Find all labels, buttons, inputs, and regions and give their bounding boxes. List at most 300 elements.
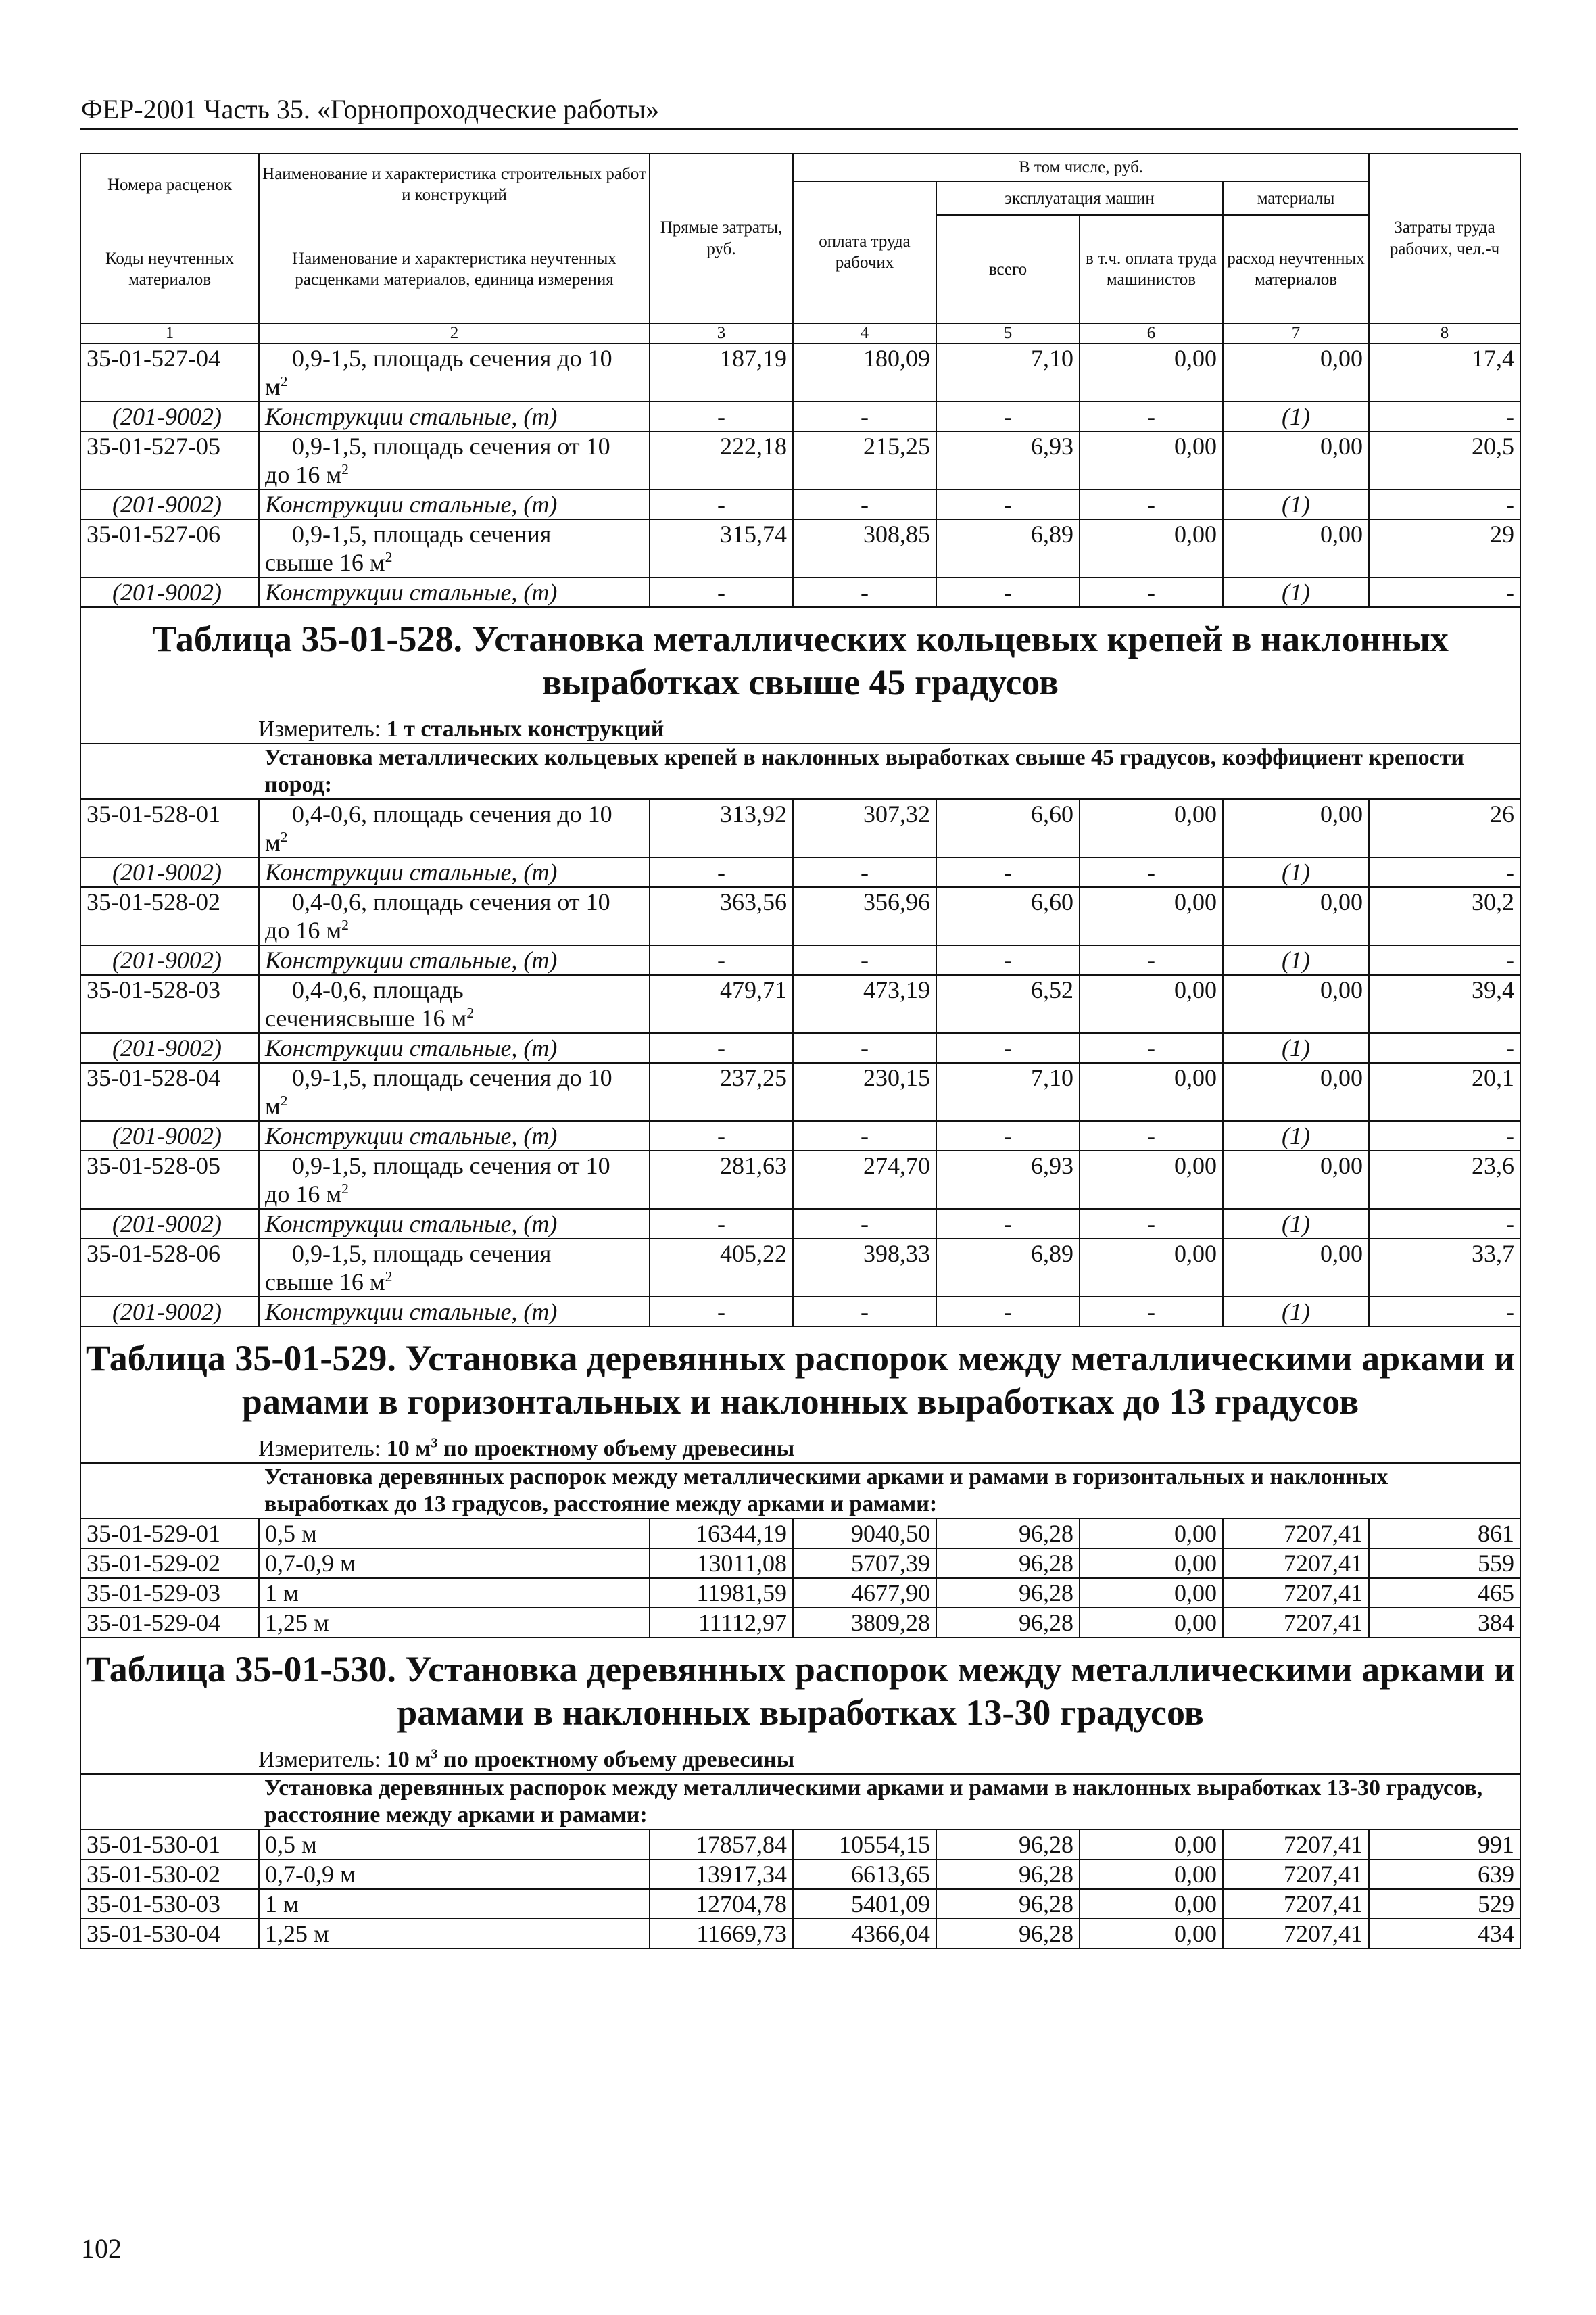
machines-total: 96,28 — [936, 1889, 1080, 1919]
superscript: 2 — [385, 1268, 393, 1285]
col-machines-total: всего — [936, 215, 1080, 323]
material-code: (201-9002) — [80, 857, 259, 887]
materials-amount: 0,00 — [1223, 431, 1369, 490]
machines-total: - — [936, 490, 1080, 519]
description-line: 0,9-1,5, площадь сечения — [292, 1240, 552, 1268]
table-title-row — [80, 1327, 1520, 1425]
work-description: 1,25 м — [259, 1919, 650, 1949]
direct-cost: 363,56 — [650, 887, 793, 945]
labor-pay: 356,96 — [793, 887, 936, 945]
material-description: Конструкции стальные, (т) — [259, 945, 650, 975]
labor-hours: - — [1369, 490, 1520, 519]
labor-hours: 26 — [1369, 799, 1520, 857]
rate-code: 35-01-529-03 — [80, 1578, 259, 1608]
machines-pay: - — [1080, 577, 1223, 607]
table-row — [80, 1889, 1520, 1919]
machines-pay: 0,00 — [1080, 1889, 1223, 1919]
description-line-2: до 16 м — [265, 917, 342, 945]
machines-pay: 0,00 — [1080, 1519, 1223, 1548]
meter-label: Измеритель: — [258, 717, 381, 742]
machines-pay: - — [1080, 945, 1223, 975]
table-row — [80, 1151, 1520, 1209]
work-description — [259, 519, 650, 577]
machines-pay: 0,00 — [1080, 1578, 1223, 1608]
col-name-top: Наименование и характеристика строительных работ и конструкций — [259, 153, 650, 215]
description-line: 0,4-0,6, площадь — [292, 976, 464, 1004]
superscript: 2 — [341, 917, 349, 934]
description-line: 0,4-0,6, площадь сечения до 10 — [292, 801, 612, 828]
column-number: 3 — [650, 323, 793, 343]
direct-cost: 12704,78 — [650, 1889, 793, 1919]
labor-hours: - — [1369, 1297, 1520, 1327]
machines-pay: - — [1080, 1121, 1223, 1151]
machines-total: 96,28 — [936, 1919, 1080, 1949]
materials-amount: 0,00 — [1223, 887, 1369, 945]
work-description — [259, 1063, 650, 1121]
materials-amount: 0,00 — [1223, 975, 1369, 1033]
material-row — [80, 1033, 1520, 1063]
meter-value: 1 т стальных конструкций — [386, 717, 664, 742]
labor-pay: 180,09 — [793, 343, 936, 402]
machines-total: 6,89 — [936, 1239, 1080, 1297]
labor-pay: 215,25 — [793, 431, 936, 490]
work-description: 1 м — [259, 1578, 650, 1608]
machines-total: 6,60 — [936, 799, 1080, 857]
direct-cost: - — [650, 1209, 793, 1239]
work-description — [259, 1239, 650, 1297]
material-row — [80, 945, 1520, 975]
material-description: Конструкции стальные, (т) — [259, 402, 650, 431]
labor-hours: 529 — [1369, 1889, 1520, 1919]
description-line: 0,9-1,5, площадь сечения — [292, 521, 552, 548]
machines-pay: - — [1080, 1033, 1223, 1063]
material-row — [80, 402, 1520, 431]
labor-hours: 861 — [1369, 1519, 1520, 1548]
machines-total: 96,28 — [936, 1578, 1080, 1608]
materials-amount: 7207,41 — [1223, 1919, 1369, 1949]
labor-pay: - — [793, 857, 936, 887]
main-table — [80, 153, 1520, 1949]
machines-total: 6,93 — [936, 431, 1080, 490]
machines-pay: 0,00 — [1080, 1548, 1223, 1578]
direct-cost: 187,19 — [650, 343, 793, 402]
machines-pay: 0,00 — [1080, 887, 1223, 945]
rate-code: 35-01-528-06 — [80, 1239, 259, 1297]
labor-pay: - — [793, 490, 936, 519]
col-direct: Прямые затраты, руб. — [650, 153, 793, 323]
header-row-1 — [80, 153, 1520, 181]
labor-hours: 20,1 — [1369, 1063, 1520, 1121]
rate-code: 35-01-528-05 — [80, 1151, 259, 1209]
materials-amount: 0,00 — [1223, 1239, 1369, 1297]
description-line-2: свыше 16 м — [265, 1268, 385, 1296]
machines-total: - — [936, 857, 1080, 887]
material-row — [80, 1297, 1520, 1327]
materials-amount: (1) — [1223, 402, 1369, 431]
direct-cost: - — [650, 577, 793, 607]
column-number: 2 — [259, 323, 650, 343]
table-row — [80, 1578, 1520, 1608]
labor-pay: - — [793, 1121, 936, 1151]
machines-pay: - — [1080, 857, 1223, 887]
labor-hours: 30,2 — [1369, 887, 1520, 945]
labor-pay: 5401,09 — [793, 1889, 936, 1919]
direct-cost: - — [650, 945, 793, 975]
materials-amount: 7207,41 — [1223, 1830, 1369, 1859]
meter-value-a: 10 м — [386, 1436, 431, 1462]
material-description: Конструкции стальные, (т) — [259, 1033, 650, 1063]
material-description: Конструкции стальные, (т) — [259, 1297, 650, 1327]
superscript: 2 — [341, 461, 349, 478]
labor-pay: - — [793, 402, 936, 431]
materials-amount: (1) — [1223, 1297, 1369, 1327]
machines-pay: 0,00 — [1080, 431, 1223, 490]
labor-pay: 230,15 — [793, 1063, 936, 1121]
labor-hours: 20,5 — [1369, 431, 1520, 490]
labor-hours: - — [1369, 1209, 1520, 1239]
labor-hours: 33,7 — [1369, 1239, 1520, 1297]
col-labor-pay: оплата труда рабочих — [793, 181, 936, 323]
table-row — [80, 799, 1520, 857]
col-name-bottom: Наименование и характеристика неучтенных расценками материалов, единица измерения — [259, 215, 650, 323]
column-number: 6 — [1080, 323, 1223, 343]
description-line: 0,9-1,5, площадь сечения от 10 — [292, 1152, 610, 1180]
table-title: Таблица 35-01-528. Установка металлических кольцевых крепей в наклонных выработках свыше 45 градусов — [80, 607, 1520, 705]
superscript: 2 — [466, 1005, 475, 1022]
col-machines: эксплуатация машин — [936, 181, 1223, 215]
direct-cost: - — [650, 857, 793, 887]
materials-amount: 7207,41 — [1223, 1548, 1369, 1578]
table-row — [80, 1608, 1520, 1638]
group-spacer — [80, 744, 259, 799]
machines-pay: 0,00 — [1080, 1608, 1223, 1638]
col-incl: В том числе, руб. — [793, 153, 1369, 181]
work-description: 0,7-0,9 м — [259, 1859, 650, 1889]
material-row — [80, 490, 1520, 519]
group-heading: Установка деревянных распорок между металлическими арками и рамами в наклонных выработках 13-30 градусов, расстояние между арками и рамами: — [259, 1774, 1520, 1830]
superscript: 2 — [280, 829, 288, 846]
meter-value-a: 10 м — [386, 1747, 431, 1773]
group-spacer — [80, 1774, 259, 1830]
work-description: 0,7-0,9 м — [259, 1548, 650, 1578]
material-row — [80, 857, 1520, 887]
col-code-top: Номера расценок — [80, 153, 259, 215]
meter-value-b: по проектному объему древесины — [437, 1436, 795, 1462]
table-row — [80, 519, 1520, 577]
direct-cost: - — [650, 402, 793, 431]
materials-amount: 0,00 — [1223, 519, 1369, 577]
labor-pay: 398,33 — [793, 1239, 936, 1297]
direct-cost: 11981,59 — [650, 1578, 793, 1608]
direct-cost: 11112,97 — [650, 1608, 793, 1638]
column-number: 7 — [1223, 323, 1369, 343]
labor-pay: 10554,15 — [793, 1830, 936, 1859]
machines-pay: - — [1080, 402, 1223, 431]
labor-pay: 308,85 — [793, 519, 936, 577]
labor-hours: 384 — [1369, 1608, 1520, 1638]
machines-total: 96,28 — [936, 1548, 1080, 1578]
direct-cost: 17857,84 — [650, 1830, 793, 1859]
work-description: 1 м — [259, 1889, 650, 1919]
description-line: 0,4-0,6, площадь сечения от 10 — [292, 888, 610, 916]
direct-cost: 315,74 — [650, 519, 793, 577]
labor-pay: - — [793, 1033, 936, 1063]
direct-cost: 313,92 — [650, 799, 793, 857]
group-row — [80, 744, 1520, 799]
rate-code: 35-01-527-04 — [80, 343, 259, 402]
direct-cost: 222,18 — [650, 431, 793, 490]
labor-hours: - — [1369, 577, 1520, 607]
description-line-2: до 16 м — [265, 1180, 342, 1208]
direct-cost: 13011,08 — [650, 1548, 793, 1578]
labor-pay: 3809,28 — [793, 1608, 936, 1638]
column-numbers — [80, 323, 1520, 343]
rate-code: 35-01-530-01 — [80, 1830, 259, 1859]
material-description: Конструкции стальные, (т) — [259, 577, 650, 607]
labor-pay: - — [793, 1209, 936, 1239]
labor-hours: - — [1369, 402, 1520, 431]
machines-pay: 0,00 — [1080, 1239, 1223, 1297]
labor-pay: 6613,65 — [793, 1859, 936, 1889]
rate-code: 35-01-528-01 — [80, 799, 259, 857]
direct-cost: 237,25 — [650, 1063, 793, 1121]
table-row — [80, 1063, 1520, 1121]
column-number: 8 — [1369, 323, 1520, 343]
meter-row — [80, 1736, 1520, 1774]
rate-code: 35-01-530-04 — [80, 1919, 259, 1949]
description-line-2: сечениясвыше 16 м — [265, 1005, 467, 1032]
col-code-bottom: Коды неучтенных материалов — [80, 215, 259, 323]
meter-label: Измеритель: — [258, 1747, 381, 1773]
material-code: (201-9002) — [80, 490, 259, 519]
machines-total: 7,10 — [936, 1063, 1080, 1121]
machines-total: 6,52 — [936, 975, 1080, 1033]
machines-total: 7,10 — [936, 343, 1080, 402]
machines-pay: 0,00 — [1080, 1859, 1223, 1889]
rate-code: 35-01-528-02 — [80, 887, 259, 945]
rate-code: 35-01-529-02 — [80, 1548, 259, 1578]
table-row — [80, 431, 1520, 490]
labor-hours: - — [1369, 1033, 1520, 1063]
work-description — [259, 343, 650, 402]
column-number: 5 — [936, 323, 1080, 343]
labor-pay: 5707,39 — [793, 1548, 936, 1578]
materials-amount: 0,00 — [1223, 1151, 1369, 1209]
superscript: 3 — [431, 1746, 438, 1762]
machines-pay: - — [1080, 1209, 1223, 1239]
machines-total: - — [936, 1209, 1080, 1239]
direct-cost: - — [650, 1297, 793, 1327]
meter-value-b: по проектному объему древесины — [437, 1747, 795, 1773]
description-line-2: м — [265, 829, 281, 857]
machines-total: 6,60 — [936, 887, 1080, 945]
machines-total: 96,28 — [936, 1608, 1080, 1638]
labor-pay: - — [793, 1297, 936, 1327]
labor-hours: 17,4 — [1369, 343, 1520, 402]
direct-cost: - — [650, 1033, 793, 1063]
machines-pay: - — [1080, 490, 1223, 519]
column-number: 1 — [80, 323, 259, 343]
direct-cost: 405,22 — [650, 1239, 793, 1297]
labor-pay: 307,32 — [793, 799, 936, 857]
table-row — [80, 887, 1520, 945]
rate-code: 35-01-528-04 — [80, 1063, 259, 1121]
material-description: Конструкции стальные, (т) — [259, 857, 650, 887]
material-code: (201-9002) — [80, 945, 259, 975]
material-code: (201-9002) — [80, 577, 259, 607]
meter-row-cell — [80, 1736, 1520, 1774]
materials-amount: (1) — [1223, 490, 1369, 519]
table-row — [80, 1830, 1520, 1859]
machines-pay: 0,00 — [1080, 1063, 1223, 1121]
machines-pay: 0,00 — [1080, 1830, 1223, 1859]
labor-hours: 639 — [1369, 1859, 1520, 1889]
materials-amount: (1) — [1223, 1033, 1369, 1063]
material-row — [80, 1209, 1520, 1239]
col-materials: материалы — [1223, 181, 1369, 215]
col-materials-unaccounted: расход неучтенных материалов — [1223, 215, 1369, 323]
rate-code: 35-01-530-02 — [80, 1859, 259, 1889]
superscript: 2 — [385, 549, 393, 566]
rate-code: 35-01-528-03 — [80, 975, 259, 1033]
meter-row — [80, 1425, 1520, 1463]
material-code: (201-9002) — [80, 402, 259, 431]
group-row — [80, 1463, 1520, 1519]
materials-amount: 0,00 — [1223, 799, 1369, 857]
machines-total: 6,93 — [936, 1151, 1080, 1209]
materials-amount: 0,00 — [1223, 1063, 1369, 1121]
materials-amount: 7207,41 — [1223, 1608, 1369, 1638]
meter-row — [80, 705, 1520, 744]
material-description: Конструкции стальные, (т) — [259, 1121, 650, 1151]
group-heading: Установка деревянных распорок между металлическими арками и рамами в горизонтальных и наклонных выработках до 13 градусов, расстояние между арками и рамами: — [259, 1463, 1520, 1519]
material-code: (201-9002) — [80, 1297, 259, 1327]
table-title-row — [80, 607, 1520, 705]
table-row — [80, 1519, 1520, 1548]
materials-amount: 7207,41 — [1223, 1519, 1369, 1548]
materials-amount: 0,00 — [1223, 343, 1369, 402]
page-header: ФЕР-2001 Часть 35. «Горнопроходческие работы» — [81, 94, 660, 124]
meter-row-cell — [80, 705, 1520, 744]
labor-pay: 4677,90 — [793, 1578, 936, 1608]
superscript: 2 — [280, 373, 288, 390]
rate-code: 35-01-527-05 — [80, 431, 259, 490]
superscript: 2 — [280, 1093, 288, 1109]
header-rule — [80, 128, 1518, 130]
labor-hours: - — [1369, 857, 1520, 887]
direct-cost: 16344,19 — [650, 1519, 793, 1548]
description-line-2: свыше 16 м — [265, 549, 385, 577]
materials-amount: 7207,41 — [1223, 1889, 1369, 1919]
work-description — [259, 887, 650, 945]
labor-hours: 465 — [1369, 1578, 1520, 1608]
material-description: Конструкции стальные, (т) — [259, 1209, 650, 1239]
labor-hours: - — [1369, 1121, 1520, 1151]
machines-total: - — [936, 577, 1080, 607]
materials-amount: (1) — [1223, 577, 1369, 607]
labor-hours: - — [1369, 945, 1520, 975]
work-description — [259, 975, 650, 1033]
description-line: 0,9-1,5, площадь сечения до 10 — [292, 1064, 612, 1092]
description-line-2: м — [265, 1093, 281, 1120]
machines-total: - — [936, 402, 1080, 431]
work-description: 0,5 м — [259, 1830, 650, 1859]
machines-pay: - — [1080, 1297, 1223, 1327]
machines-pay: 0,00 — [1080, 343, 1223, 402]
work-description — [259, 431, 650, 490]
rate-code: 35-01-527-06 — [80, 519, 259, 577]
labor-hours: 434 — [1369, 1919, 1520, 1949]
machines-pay: 0,00 — [1080, 519, 1223, 577]
material-row — [80, 577, 1520, 607]
labor-pay: 473,19 — [793, 975, 936, 1033]
table-title: Таблица 35-01-530. Установка деревянных распорок между металлическими арками и рамами в наклонных выработках 13-30 градусов — [80, 1638, 1520, 1736]
labor-pay: - — [793, 945, 936, 975]
materials-amount: 7207,41 — [1223, 1578, 1369, 1608]
material-code: (201-9002) — [80, 1121, 259, 1151]
material-code: (201-9002) — [80, 1033, 259, 1063]
table-row — [80, 1919, 1520, 1949]
labor-pay: 274,70 — [793, 1151, 936, 1209]
machines-total: - — [936, 1121, 1080, 1151]
rate-code: 35-01-529-04 — [80, 1608, 259, 1638]
labor-hours: 991 — [1369, 1830, 1520, 1859]
table-row — [80, 1239, 1520, 1297]
col-labor-cost: Затраты труда рабочих, чел.-ч — [1369, 153, 1520, 323]
direct-cost: - — [650, 1121, 793, 1151]
group-row — [80, 1774, 1520, 1830]
page-number: 102 — [81, 2233, 122, 2264]
machines-total: - — [936, 945, 1080, 975]
direct-cost: 479,71 — [650, 975, 793, 1033]
group-spacer — [80, 1463, 259, 1519]
machines-total: 6,89 — [936, 519, 1080, 577]
labor-hours: 559 — [1369, 1548, 1520, 1578]
machines-pay: 0,00 — [1080, 1919, 1223, 1949]
labor-hours: 29 — [1369, 519, 1520, 577]
materials-amount: (1) — [1223, 1121, 1369, 1151]
table-title: Таблица 35-01-529. Установка деревянных распорок между металлическими арками и рамами в горизонтальных и наклонных выработках до 13 градусов — [80, 1327, 1520, 1425]
materials-amount: (1) — [1223, 1209, 1369, 1239]
material-description: Конструкции стальные, (т) — [259, 490, 650, 519]
meter-row-cell — [80, 1425, 1520, 1463]
machines-total: - — [936, 1297, 1080, 1327]
description-line: 0,9-1,5, площадь сечения до 10 — [292, 345, 612, 373]
table-row — [80, 343, 1520, 402]
material-row — [80, 1121, 1520, 1151]
meter-label: Измеритель: — [258, 1436, 381, 1462]
description-line-2: м — [265, 373, 281, 401]
work-description: 1,25 м — [259, 1608, 650, 1638]
direct-cost: 13917,34 — [650, 1859, 793, 1889]
price-table — [80, 153, 1521, 1949]
column-number: 4 — [793, 323, 936, 343]
superscript: 3 — [431, 1435, 438, 1451]
material-code: (201-9002) — [80, 1209, 259, 1239]
table-row — [80, 1548, 1520, 1578]
table-row — [80, 1859, 1520, 1889]
machines-pay: 0,00 — [1080, 1151, 1223, 1209]
materials-amount: (1) — [1223, 945, 1369, 975]
machines-total: - — [936, 1033, 1080, 1063]
labor-pay: 4366,04 — [793, 1919, 936, 1949]
labor-pay: - — [793, 577, 936, 607]
direct-cost: - — [650, 490, 793, 519]
table-row — [80, 975, 1520, 1033]
col-machines-pay: в т.ч. оплата труда машинистов — [1080, 215, 1223, 323]
machines-pay: 0,00 — [1080, 799, 1223, 857]
labor-pay: 9040,50 — [793, 1519, 936, 1548]
